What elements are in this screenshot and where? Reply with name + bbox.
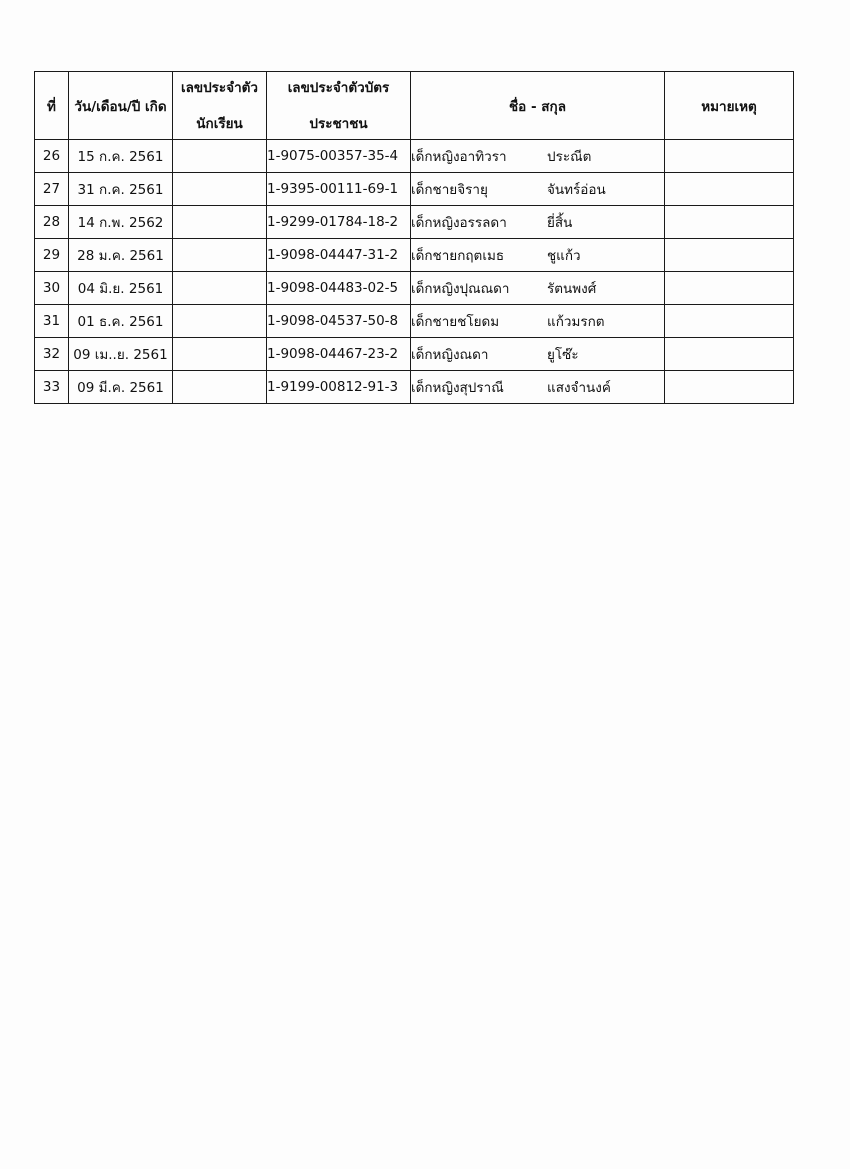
cell-remark [665, 206, 794, 239]
cell-dob: 09 เม..ย. 2561 [69, 338, 173, 371]
table-row [35, 305, 794, 338]
table-body [35, 140, 794, 404]
cell-dob: 04 มิ.ย. 2561 [69, 272, 173, 305]
first-name: เด็กชายกฤตเมธ [411, 248, 505, 264]
cell-name [411, 239, 665, 272]
cell-no: 26 [35, 140, 69, 173]
cell-citizen-id: 1-9199-00812-91-3 [267, 371, 411, 404]
cell-student-id [173, 338, 267, 371]
header-dob: วัน/เดือน/ปี เกิด [69, 72, 173, 140]
cell-dob: 31 ก.ค. 2561 [69, 173, 173, 206]
header-row [35, 72, 794, 140]
cell-citizen-id: 1-9395-00111-69-1 [267, 173, 411, 206]
first-name: เด็กชายชโยดม [411, 314, 500, 330]
table-row [35, 206, 794, 239]
table-row [35, 272, 794, 305]
cell-no: 29 [35, 239, 69, 272]
cell-name [411, 338, 665, 371]
cell-remark [665, 371, 794, 404]
cell-dob: 14 ก.พ. 2562 [69, 206, 173, 239]
cell-citizen-id: 1-9098-04447-31-2 [267, 239, 411, 272]
last-name: ประณีต [547, 149, 592, 165]
first-name: เด็กชายจิรายุ [411, 182, 488, 198]
cell-citizen-id: 1-9299-01784-18-2 [267, 206, 411, 239]
cell-name [411, 305, 665, 338]
cell-student-id [173, 305, 267, 338]
cell-name [411, 272, 665, 305]
table-row [35, 371, 794, 404]
cell-no: 27 [35, 173, 69, 206]
cell-remark [665, 173, 794, 206]
last-name: ยูโซ๊ะ [547, 347, 579, 363]
last-name: รัตนพงศ์ [547, 281, 597, 297]
table-row [35, 239, 794, 272]
table-row [35, 173, 794, 206]
header-citizen-id-line2: ประชาชน [309, 115, 368, 132]
student-roster-table [34, 71, 794, 404]
cell-no: 31 [35, 305, 69, 338]
first-name: เด็กหญิงณดา [411, 347, 489, 363]
first-name: เด็กหญิงสุปราณี [411, 380, 504, 396]
cell-name [411, 371, 665, 404]
cell-name [411, 206, 665, 239]
cell-student-id [173, 140, 267, 173]
cell-no: 33 [35, 371, 69, 404]
cell-remark [665, 140, 794, 173]
header-citizen-id-line1: เลขประจำตัวบัตร [287, 79, 390, 96]
cell-dob: 09 มี.ค. 2561 [69, 371, 173, 404]
cell-citizen-id: 1-9098-04537-50-8 [267, 305, 411, 338]
header-name: ชื่อ - สกุล [411, 72, 665, 140]
cell-name [411, 140, 665, 173]
last-name: แก้วมรกต [547, 314, 605, 330]
cell-remark [665, 272, 794, 305]
last-name: ชูแก้ว [547, 248, 581, 264]
cell-remark [665, 305, 794, 338]
table-header [35, 72, 794, 140]
cell-citizen-id: 1-9098-04467-23-2 [267, 338, 411, 371]
header-student-id-line1: เลขประจำตัว [180, 79, 259, 96]
cell-citizen-id: 1-9098-04483-02-5 [267, 272, 411, 305]
cell-no: 28 [35, 206, 69, 239]
cell-no: 30 [35, 272, 69, 305]
last-name: แสงจำนงค์ [547, 380, 611, 396]
cell-student-id [173, 173, 267, 206]
first-name: เด็กหญิงอรรลดา [411, 215, 507, 231]
cell-remark [665, 239, 794, 272]
header-student-id [173, 72, 267, 140]
table-row [35, 140, 794, 173]
table-row [35, 338, 794, 371]
cell-dob: 15 ก.ค. 2561 [69, 140, 173, 173]
header-student-id-line2: นักเรียน [196, 115, 243, 132]
cell-citizen-id: 1-9075-00357-35-4 [267, 140, 411, 173]
header-citizen-id [267, 72, 411, 140]
cell-student-id [173, 239, 267, 272]
header-no: ที่ [35, 72, 69, 140]
cell-no: 32 [35, 338, 69, 371]
first-name: เด็กหญิงอาทิวรา [411, 149, 507, 165]
cell-remark [665, 338, 794, 371]
cell-dob: 28 ม.ค. 2561 [69, 239, 173, 272]
first-name: เด็กหญิงปุณณดา [411, 281, 510, 297]
cell-dob: 01 ธ.ค. 2561 [69, 305, 173, 338]
cell-name [411, 173, 665, 206]
cell-student-id [173, 272, 267, 305]
last-name: จันทร์อ่อน [547, 182, 606, 198]
header-remark: หมายเหตุ [665, 72, 794, 140]
cell-student-id [173, 206, 267, 239]
last-name: ยี่สิ้น [547, 215, 573, 231]
cell-student-id [173, 371, 267, 404]
